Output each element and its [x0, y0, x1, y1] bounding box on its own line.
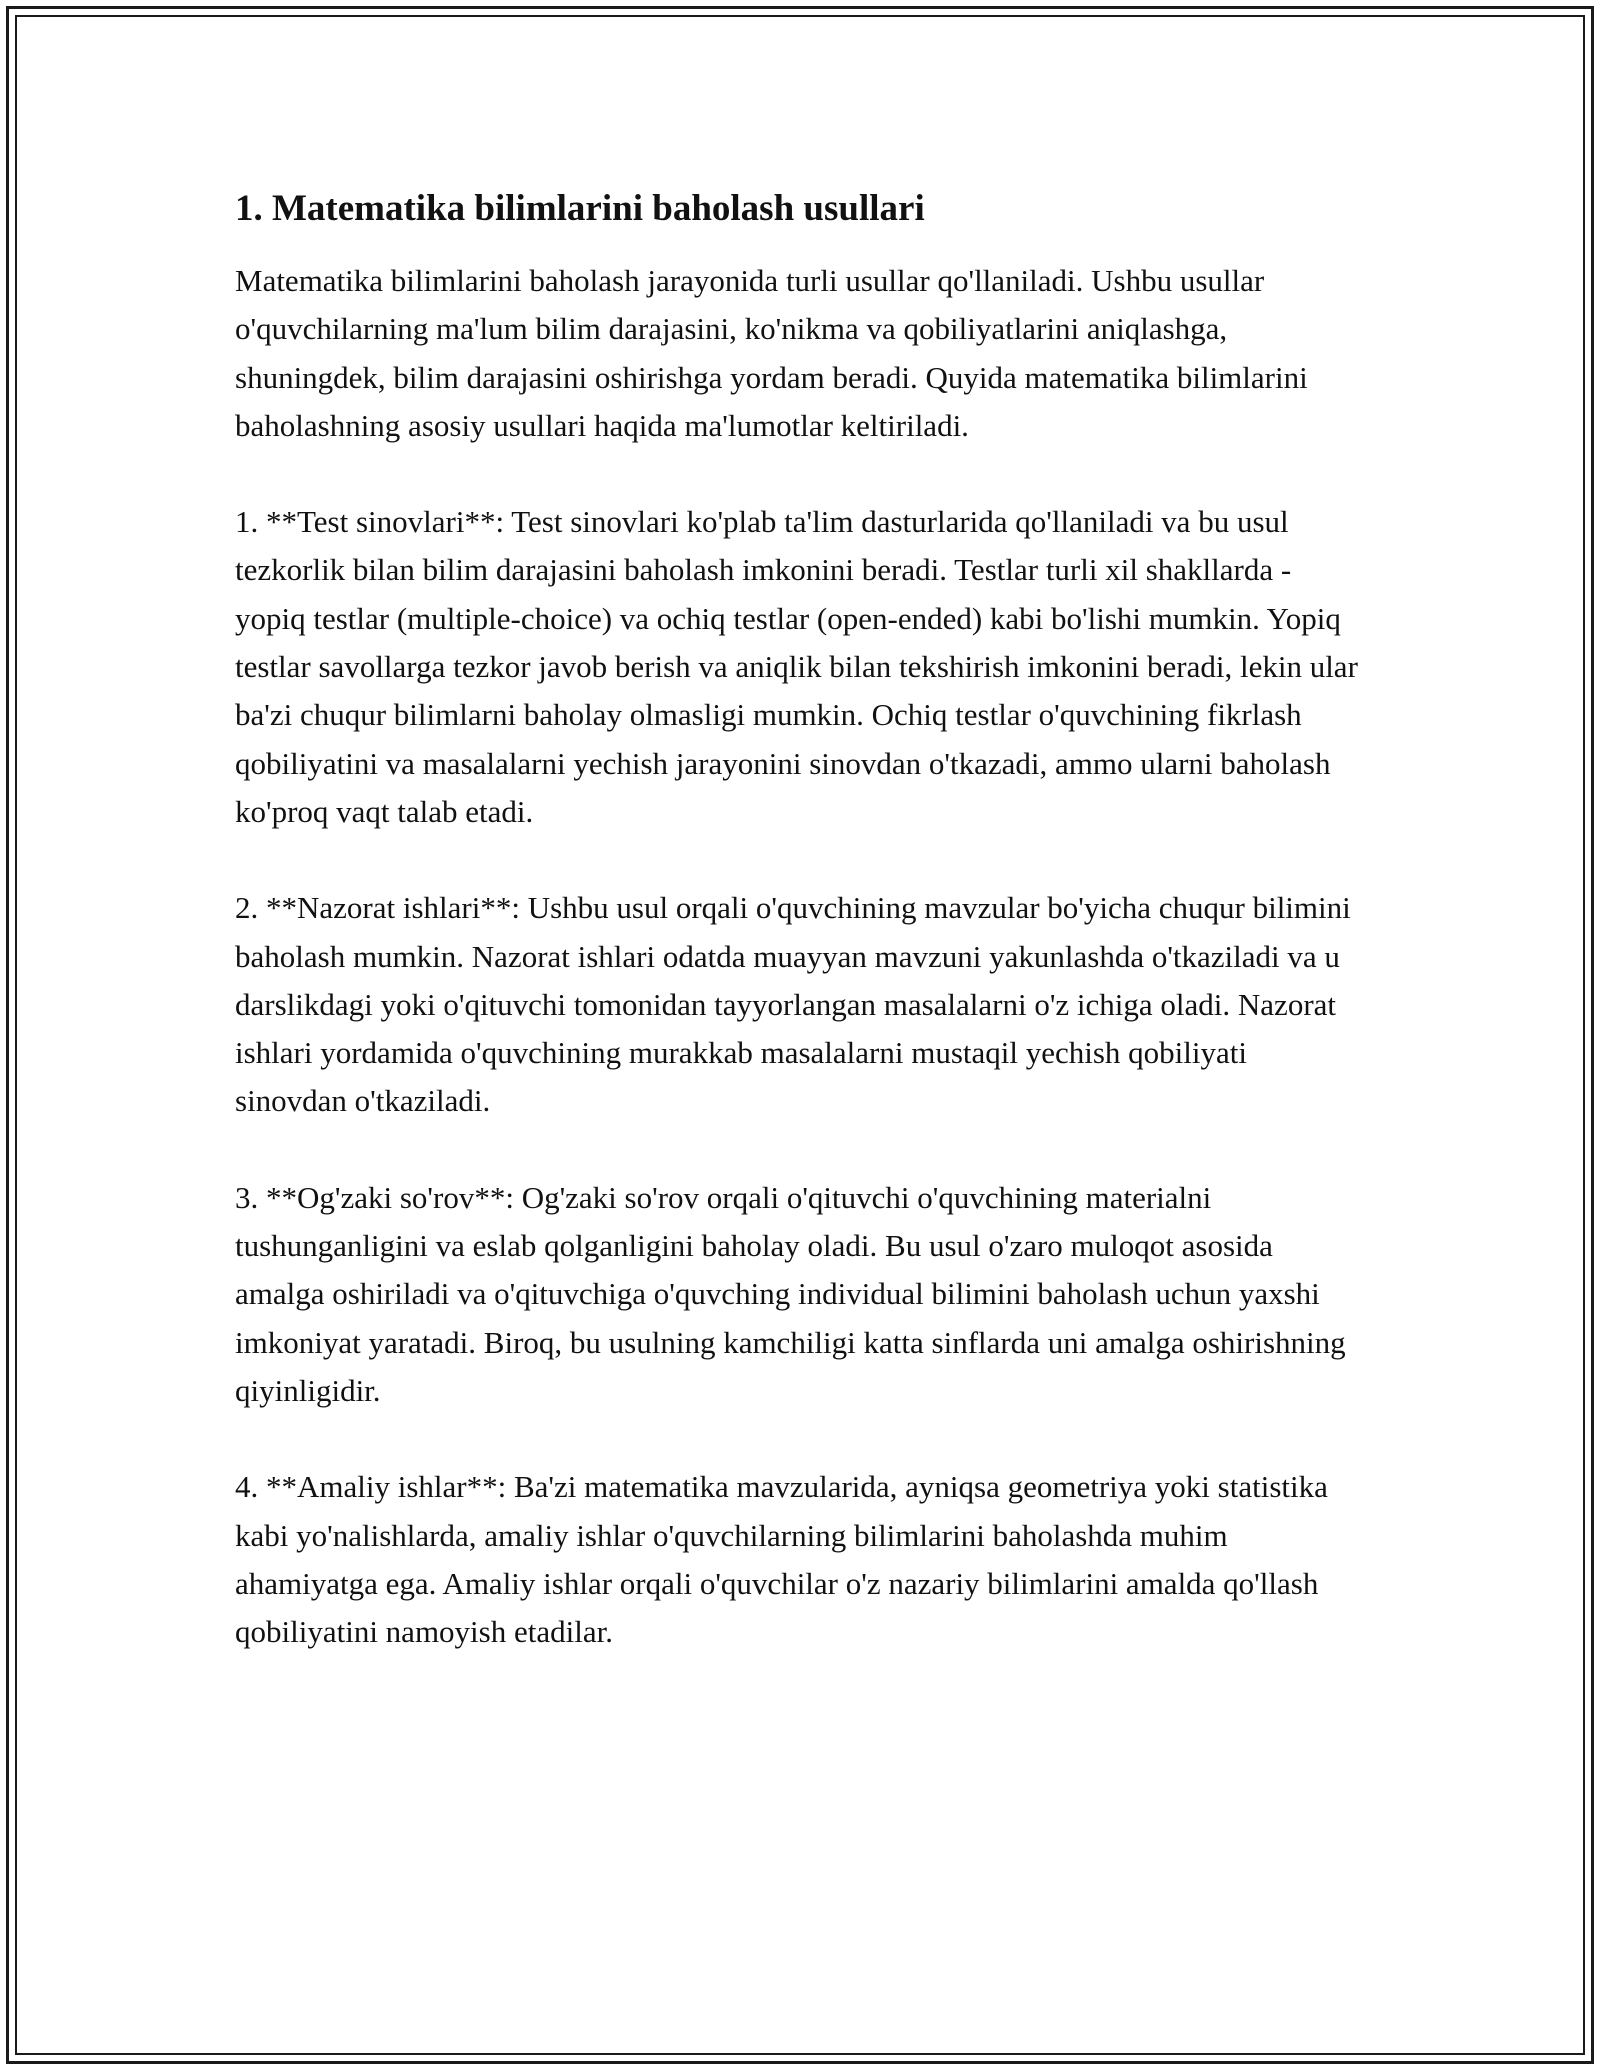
paragraph-test-sinovlari: 1. **Test sinovlari**: Test sinovlari ko'plab ta'lim dasturlarida qo'llaniladi va bu usul tezkorlik bilan bilim darajasini baholash imkonini beradi. Testlar turli xil shakllarda - yopiq testlar (multiple-choice) va ochiq testlar (open-ended) kabi bo'lishi mumkin. Yopiq testlar savollarga tezkor javob berish va aniqlik bilan tekshirish imkonini beradi, lekin ular ba'zi chuqur bilimlarni baholay olmasligi mumkin. Ochiq testlar o'quvchining fikrlash qobiliyatini va masalalarni yechish jarayonini sinovdan o'tkazadi, ammo ularni baholash ko'proq vaqt talab etadi. — [235, 504, 1358, 829]
intro-paragraph: Matematika bilimlarini baholash jarayonida turli usullar qo'llaniladi. Ushbu usullar o'quvchilarning ma'lum bilim darajasini, ko'nikma va qobiliyatlarini aniqlashga, shuningdek, bilim darajasini oshirishga yordam beradi. Quyida matematika bilimlarini baholashning asosiy usullari haqida ma'lumotlar keltiriladi. — [235, 263, 1308, 443]
paragraph-nazorat-ishlari: 2. **Nazorat ishlari**: Ushbu usul orqali o'quvchining mavzular bo'yicha chuqur bilimini baholash mumkin. Nazorat ishlari odatda muayyan mavzuni yakunlashda o'tkaziladi va u darslikdagi yoki o'qituvchi tomonidan tayyorlangan masalalarni o'z ichiga oladi. Nazorat ishlari yordamida o'quvchining murakkab masalalarni mustaqil yechish qobiliyati sinovdan o'tkaziladi. — [235, 890, 1351, 1119]
document-body — [235, 185, 1365, 1704]
paragraph-ogzaki-sorov: 3. **Og'zaki so'rov**: Og'zaki so'rov orqali o'qituvchi o'quvchining materialni tushunganligini va eslab qolganligini baholay oladi. Bu usul o'zaro muloqot asosida amalga oshiriladi va o'qituvchiga o'quvching individual bilimini baholash uchun yaxshi imkoniyat yaratadi. Biroq, bu usulning kamchiligi katta sinflarda uni amalga oshirishning qiyinligidir. — [235, 1179, 1346, 1408]
paragraph-amaliy-ishlar: 4. **Amaliy ishlar**: Ba'zi matematika mavzularida, ayniqsa geometriya yoki statistika kabi yo'nalishlarda, amaliy ishlar o'quvchilarning bilimlarini baholashda muhim ahamiyatga ega. Amaliy ishlar orqali o'quvchilar o'z nazariy bilimlarini amalda qo'llash qobiliyatini namoyish etadilar. — [235, 1469, 1328, 1650]
document-title: 1. Matematika bilimlarini baholash usullari — [235, 188, 925, 229]
